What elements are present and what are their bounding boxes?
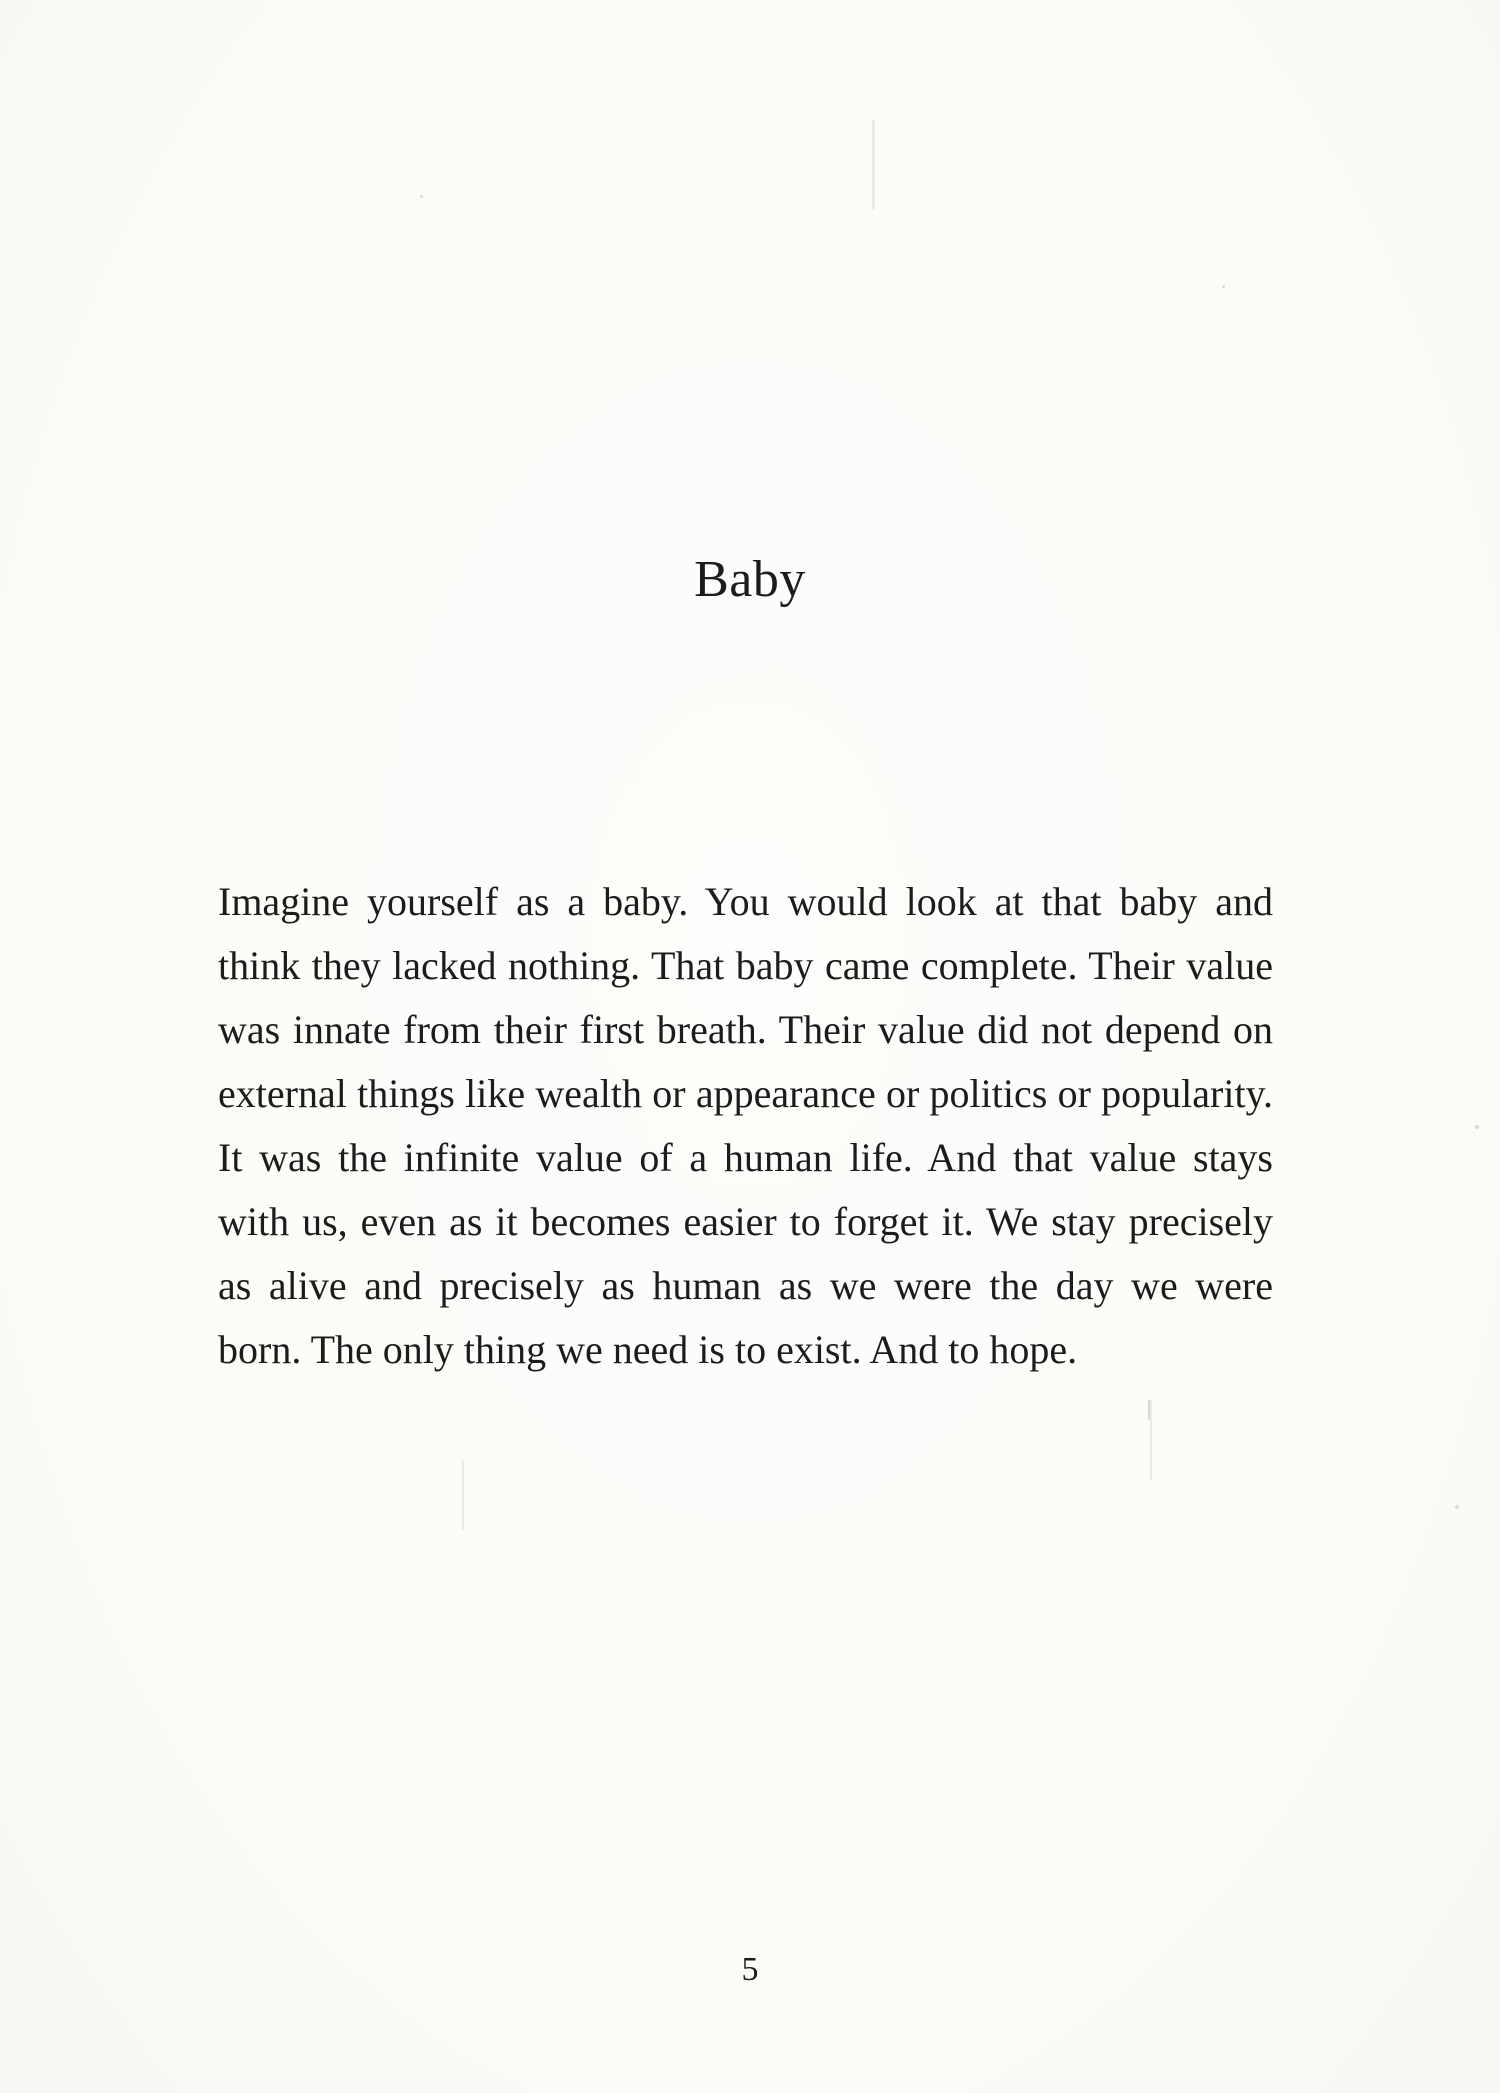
page-number: 5: [741, 1951, 759, 1988]
paper-streak: [462, 1460, 464, 1530]
paper-speck: [1148, 1400, 1150, 1420]
chapter-title: Baby: [694, 551, 806, 608]
paper-speck: [1455, 1505, 1459, 1509]
paper-speck: [420, 195, 423, 198]
paper-speck: [1222, 285, 1225, 288]
paper-streak: [872, 120, 875, 210]
paper-speck: [1475, 1125, 1479, 1129]
paper-streak: [1150, 1400, 1152, 1480]
body-paragraph: Imagine yourself as a baby. You would look at that baby and think they lacked nothing. That baby came complete. Their value was innate from their first breath. Their value did not depend on external things like wealth or appearance or politics or popularity. It was the infinite value of a human life. And that value stays with us, even as it becomes easier to forget it. We stay precisely as alive and precisely as human as we were the day we were born. The only thing we need is to exist. And to hope.: [218, 879, 1273, 1372]
